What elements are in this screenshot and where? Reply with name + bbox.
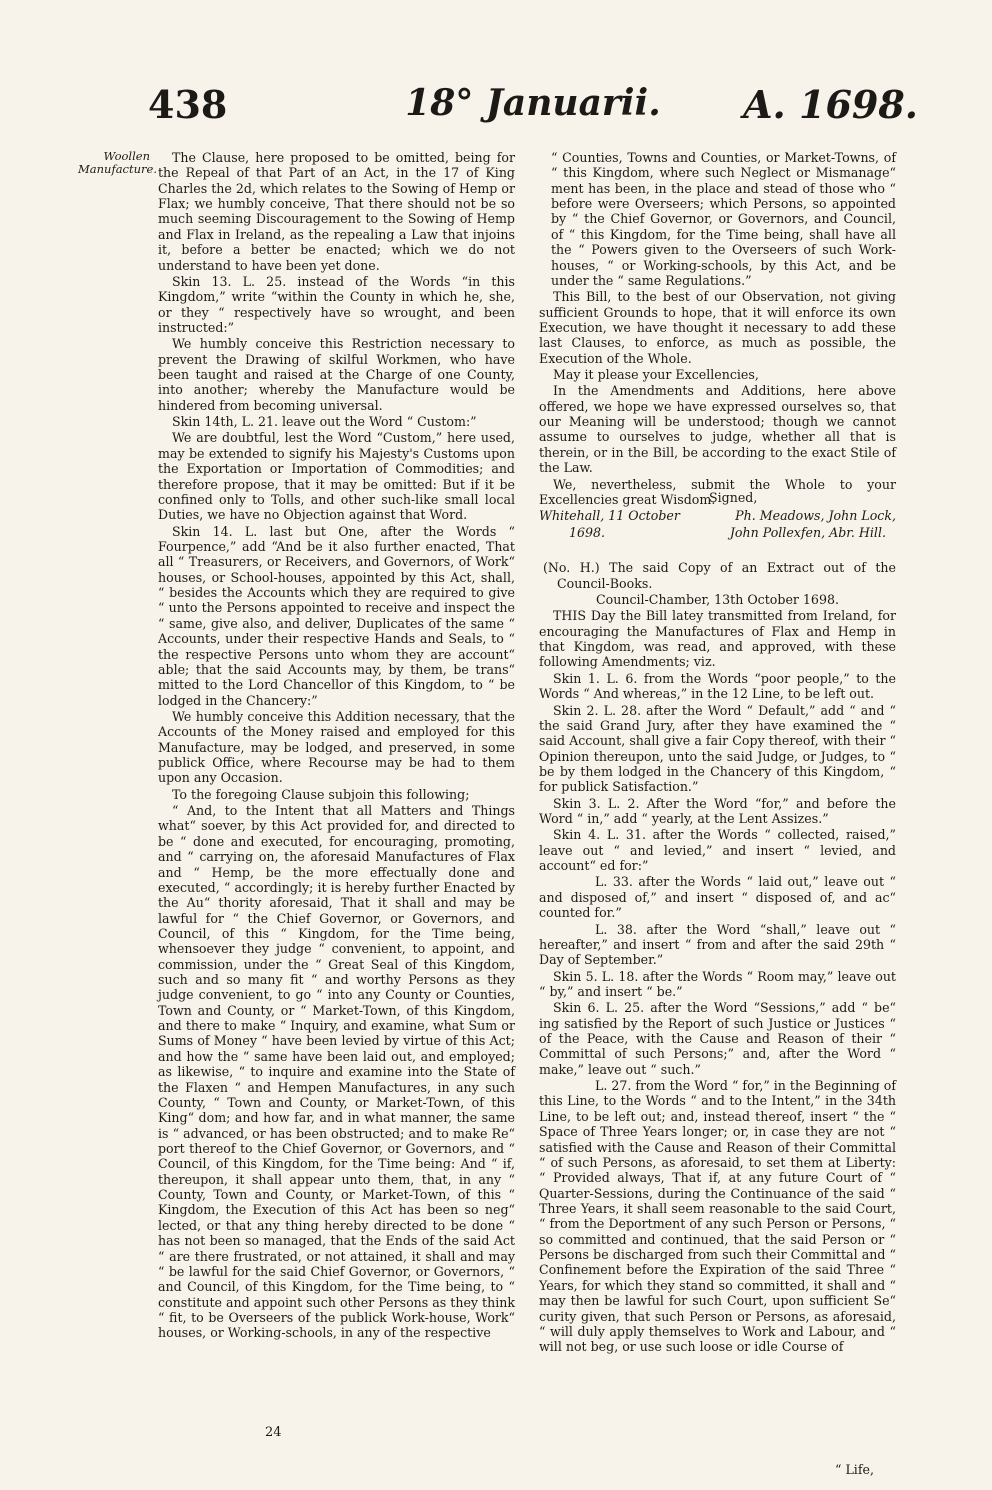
paragraph: Skin 14th, L. 21. leave out the Word “ Custom:” <box>172 414 477 430</box>
right-column-part-1 <box>539 150 896 507</box>
paragraph: L. 33. after the Words “ laid out,” leave out “ and disposed of,” and insert “ disposed of, and ac“ counted for.” <box>539 874 896 921</box>
signatories-line-2: John Pollexfen, Abr. Hill. <box>729 525 886 541</box>
signature-mark: 24 <box>265 1425 282 1440</box>
paragraph: The Clause, here proposed to be omitted, being for the Repeal of that Part of an Act, in the 17 of King Charles the 2d, which relates to the Sowing of Hemp or Flax; we humbly conceive, That there should not be so much seeming Discouragement to the Sowing of Hemp and Flax in Ireland, as the repealing a Law that injoins it, before a better be enacted; which we do not understand to have been yet done. <box>158 150 515 273</box>
paragraph: Skin 14. L. last but One, after the Words “ Fourpence,” add “And be it also further enacted, That all “ Treasurers, or Receivers, and Governors, of Work“ houses, or School-houses, appointed by this Act, shall, “ besides the Accounts which they are required to give “ unto the Persons appointed to receive and inspect the “ same, give also, and deliver, Duplicates of the same “ Accounts, under their respective Hands and Seals, to “ the respective Persons unto whom they are account“ able; that the said Accounts may, by them, be trans“ mitted to the Lord Chancellor of this Kingdom, to “ be lodged in the Chancery:” <box>158 523 515 708</box>
paragraph: Skin 3. L. 2. After the Word “for,” and before the Word “ in,” add “ yearly, at the Lent Assizes.” <box>539 795 896 827</box>
margin-note: Woollen Manufacture. <box>78 149 157 176</box>
paragraph: This Bill, to the best of our Observation, not giving sufficient Grounds to hope, that it will enforce its own Execution, we have thought it necessary to add these last Clauses, to enforce, as much as possible, the Execution of the Whole. <box>539 289 896 366</box>
paragraph: We are doubtful, lest the Word “Custom,” here used, may be extended to signify his Majesty's Customs upon the Exportation or Importation of Commodities; and therefore propose, that it may be omitted: But if it be confined only to Tolls, and other such-like small local Duties, we have no Objection against that Word. <box>158 430 515 523</box>
paragraph: May it please your Excellencies, <box>553 367 759 383</box>
paragraph: To the foregoing Clause subjoin this following; <box>172 786 470 802</box>
paragraph: We humbly conceive this Addition necessary, that the Accounts of the Money raised and employed for this Manufacture, may be lodged, and preserved, in some publick Office, where Recourse may be had to them upon any Occasion. <box>158 708 515 786</box>
catchword: “ Life, <box>835 1462 874 1477</box>
paragraph: Skin 13. L. 25. instead of the Words “in this Kingdom,” write “within the County in which he, she, or they “ respectively have so wrought, and been instructed:” <box>158 273 515 335</box>
page-number: 438 <box>148 82 228 127</box>
paragraph: Skin 4. L. 31. after the Words “ collected, raised,” leave out “ and levied,” and insert “ levied, and account“ ed for:” <box>539 827 896 874</box>
paragraph: THIS Day the Bill latey transmitted from Ireland, for encouraging the Manufactures of Flax and Hemp in that Kingdom, was read, and approved, with these following Amendments; viz. <box>539 608 896 670</box>
paragraph: Skin 6. L. 25. after the Word “Sessions,” add “ be“ ing satisfied by the Report of such Justice or Justices “ of the Peace, with the Cause and Reason of their “ Committal of such Persons;” and, after the Word “ make,” leave out “ such.” <box>539 1000 896 1077</box>
right-column <box>539 150 896 1470</box>
left-column <box>158 150 515 1400</box>
signature-year: 1698. <box>569 525 606 541</box>
page-header <box>148 82 918 132</box>
paragraph: We, nevertheless, submit the Whole to your Excellencies great Wisdom. <box>539 476 896 507</box>
paragraph: (No. H.) The said Copy of an Extract out of the Council-Books. <box>543 560 896 591</box>
paragraph: Skin 2. L. 28. after the Word “ Default,” add “ and “ the said Grand Jury, after they have examined the “ said Account, shall give a fair Copy thereof, with their “ Opinion thereupon, unto the said Judge, or Judges, to “ be by them lodged in the Chancery of this Kingdom, “ for publick Satisfaction.” <box>539 702 896 795</box>
signatories-line-1: Ph. Meadows, John Lock, <box>735 508 896 524</box>
page-title: 18° Januarii. <box>405 82 661 124</box>
paragraph: L. 38. after the Word “shall,” leave out “ hereafter,” and insert “ from and after the said 29th “ Day of September.” <box>539 921 896 968</box>
signed-label: Signed, <box>709 490 758 506</box>
paragraph: We humbly conceive this Restriction necessary to prevent the Drawing of skilful Workmen, who have been taught and raised at the Charge of one County, into another; whereby the Manufacture would be hindered from becoming universal. <box>158 336 515 413</box>
paragraph: Skin 5. L. 18. after the Words “ Room may,” leave out “ by,” and insert “ be.” <box>539 968 896 999</box>
paragraph: Skin 1. L. 6. from the Words “poor people,” to the Words “ And whereas,” in the 12 Line, to be left out. <box>539 670 896 702</box>
paragraph: “ Counties, Towns and Counties, or Market-Towns, of “ this Kingdom, where such Neglect or Mismanage“ ment has been, in the place and stead of those who “ before were Overseers; which Persons, so appointed by “ the Chief Governor, or Governors, and Council, of “ this Kingdom, for the Time being, shall have all the “ Powers given to the Overseers of such Work-houses, “ or Working-schools, by this Act, and be under the “ same Regulations.” <box>551 150 896 288</box>
paragraph: Council-Chamber, 13th October 1698. <box>596 591 839 607</box>
paragraph: In the Amendments and Additions, here above offered, we hope we have expressed ourselves so, that our Meaning will be understood; though we cannot assume to ourselves to judge, whether all that is therein, or in the Bill, be according to the exact Stile of the Law. <box>539 383 896 476</box>
paragraph: “ And, to the Intent that all Matters and Things what“ soever, by this Act provided for, and directed to be “ done and executed, for encouraging, promoting, and “ carrying on, the aforesaid Manufactures of Flax and “ Hemp, be the more effectually done and executed, “ accordingly; it is hereby further Enacted by the Au“ thority aforesaid, That it shall and may be lawful for “ the Chief Governor, or Governors, and Council, of this “ Kingdom, for the Time being, whensoever they judge “ convenient, to appoint, and commission, under the “ Great Seal of this Kingdom, such and so many fit “ and worthy Persons as they judge convenient, to go “ into any County or Counties, Town and County, or “ Market-Town, of this Kingdom, and there to make “ Inquiry, and examine, what Sum or Sums of Money “ have been levied by virtue of this Act; and how the “ same have been laid out, and employed; as likewise, “ to inquire and examine into the State of the Flaxen “ and Hempen Manufactures, in any such County, “ Town and County, or Market-Town, of this King“ dom; and how far, and in what manner, the same is “ advanced, or has been obstructed; and to make Re“ port thereof to the Chief Governor, or Governors, and “ Council, of this Kingdom, for the Time being: And “ if, thereupon, it shall appear unto them, that, in any “ County, Town and County, or Market-Town, of this “ Kingdom, the Execution of this Act has been so neg“ lected, or that any thing hereby directed to be done “ has not been so managed, that the Ends of the said Act “ are there frustrated, or not attained, it shall and may “ be lawful for the said Chief Governor, or Governors, “ and Council, of this Kingdom, for the Time being, to “ constitute and appoint such other Persons as they think “ fit, to be Overseers of the publick Work-house, Work“ houses, or Working-schools, in any of the respective <box>158 803 515 1341</box>
signature-place: Whitehall, 11 October <box>539 508 680 524</box>
page-year: A. 1698. <box>743 82 918 127</box>
paragraph: L. 27. from the Word “ for,” in the Beginning of this Line, to the Words “ and to the Intent,” in the 34th Line, to be left out; and, instead thereof, insert “ the “ Space of Three Years longer; or, in case they are not “ satisfied with the Cause and Reason of their Committal “ of such Persons, as aforesaid, to set them at Liberty: “ Provided always, That if, at any future Court of “ Quarter-Sessions, during the Continuance of the said “ Three Years, it shall seem reasonable to the said Court, “ from the Deportment of any such Person or Persons, “ so committed and continued, that the said Person or “ Persons be discharged from such their Committal and “ Confinement before the Expiration of the said Three “ Years, for which they stand so committed, it shall and “ may then be lawful for such Court, upon sufficient Se“ curity given, that such Person or Persons, as aforesaid, “ will duly apply themselves to Work and Labour, and “ will not beg, or use such loose or idle Course of <box>539 1078 896 1355</box>
right-column-part-2 <box>539 560 896 1354</box>
